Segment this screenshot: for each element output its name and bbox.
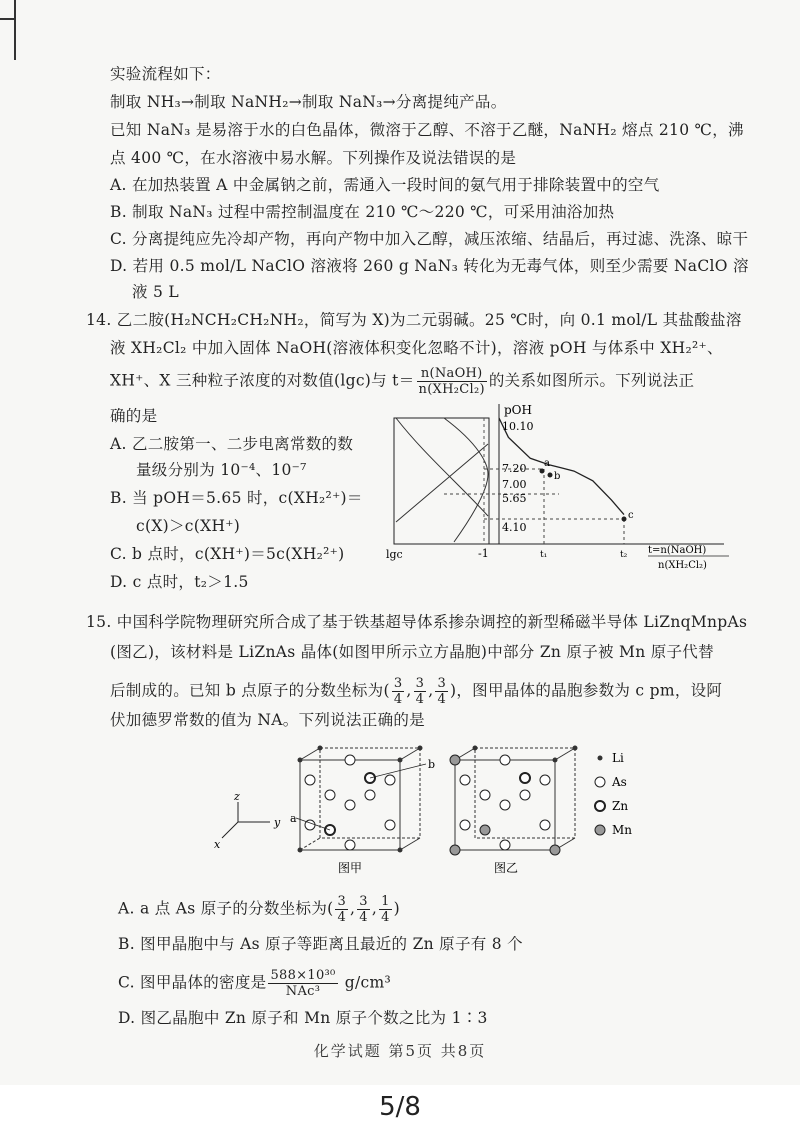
- fraction-numerator: 3: [393, 676, 403, 691]
- q14-option-b: B. 当 pOH＝5.65 时，c(XH₂²⁺)＝: [110, 489, 363, 507]
- x-tick-t2: t₂: [620, 550, 628, 560]
- q14-stem-part: 的关系如图所示。下列说法正: [488, 371, 695, 390]
- coord-fraction: [392, 676, 405, 707]
- q14-stem: [110, 366, 694, 397]
- atom: [500, 755, 510, 765]
- point-b-label: b: [554, 471, 561, 482]
- coord-fraction: [357, 894, 370, 925]
- fraction-denominator: 4: [437, 692, 447, 707]
- x-label: x: [214, 838, 221, 851]
- atom-li: [573, 746, 578, 751]
- atom-mn: [450, 845, 460, 855]
- q15-stem: 伏加德罗常数的值为 NA。下列说法正确的是: [110, 711, 425, 729]
- q14-option-a: 量级分别为 10⁻⁴、10⁻⁷: [136, 461, 307, 479]
- coord-fraction: [414, 676, 427, 707]
- q14-option-b: c(X)＞c(XH⁺): [136, 517, 241, 535]
- label-pointer-b: [370, 764, 426, 778]
- x-label-lgc: lgc: [386, 548, 403, 561]
- point-c-marker: [622, 517, 627, 522]
- fraction-denominator: 4: [337, 910, 347, 925]
- fraction-numerator: 3: [337, 894, 347, 909]
- option-a-suffix: ): [393, 899, 401, 918]
- fraction-numerator: n(NaOH): [417, 366, 487, 382]
- figure-caption-jia: 图甲: [338, 861, 363, 875]
- legend-label-mn: Mn: [612, 823, 633, 837]
- legend: [595, 751, 632, 837]
- option-a-prefix: A. a 点 As 原子的分数坐标为(: [118, 899, 334, 918]
- atom-li: [398, 758, 403, 763]
- atom-li: [553, 758, 558, 763]
- atom: [305, 775, 315, 785]
- q14-option-d: D. c 点时，t₂＞1.5: [110, 573, 249, 591]
- option-a: A. 在加热装置 A 中金属钠之前，需通入一段时间的氨气用于排除装置中的空气: [110, 176, 660, 194]
- text-line: 液 5 L: [132, 283, 180, 301]
- coord-fraction: [335, 894, 348, 925]
- x-label-t-den: n(XH₂Cl₂): [658, 560, 707, 571]
- q15-stem: 后制成的。已知 b 点原子的分数坐标为( $\frac{3}{4}$ , $\frac{3}{4}$ , $\frac{3}{4}$ )，图甲晶体的晶胞参数为 c pm，设阿: [110, 676, 723, 707]
- atom-li: [298, 848, 303, 853]
- option-c-unit: g/cm³: [344, 973, 392, 992]
- y-tick: 7.00: [502, 478, 527, 491]
- cube-edge: [555, 748, 575, 760]
- atom: [540, 820, 550, 830]
- q15-stem: (图乙)，该材料是 LiZnAs 晶体(如图甲所示立方晶胞)中部分 Zn 原子被 Mn 原子代替: [110, 643, 714, 661]
- option-b: B. 制取 NaN₃ 过程中需控制温度在 210 ℃～220 ℃，可采用油浴加热: [110, 203, 615, 221]
- q15-stem-part: )，图甲晶体的晶胞参数为 c pm，设阿: [450, 681, 723, 700]
- atom-mn: [480, 825, 490, 835]
- text-line: 点 400 ℃，在水溶液中易水解。下列操作及说法错误的是: [110, 149, 517, 167]
- species-curve-xh2: [396, 418, 488, 516]
- atom: [345, 755, 355, 765]
- atom-li: [418, 746, 423, 751]
- atom: [325, 790, 335, 800]
- atom: [365, 790, 375, 800]
- y-tick: 10.10: [502, 420, 534, 433]
- atom-li: [398, 848, 403, 853]
- atom: [385, 775, 395, 785]
- text-line: 制取 NH₃→制取 NaNH₂→制取 NaN₃→分离提纯产品。: [110, 93, 507, 111]
- cube-edge: [400, 748, 420, 760]
- density-fraction: [268, 968, 337, 999]
- q14-option-a: A. 乙二胺第一、二步电离常数的数: [110, 435, 354, 453]
- y-tick: 5.65: [502, 492, 527, 505]
- fraction-numerator: 3: [359, 894, 368, 909]
- q15-option-c: [118, 968, 391, 999]
- t-fraction: [417, 366, 487, 397]
- figure-caption-yi: 图乙: [494, 861, 519, 875]
- q15-stem-part: 后制成的。已知 b 点原子的分数坐标为(: [110, 681, 390, 700]
- crystal-figures: [200, 740, 680, 880]
- y-tick: 4.10: [502, 521, 527, 534]
- fraction-denominator: NAc³: [285, 984, 321, 999]
- legend-swatch-as: [595, 777, 605, 787]
- legend-label-zn: Zn: [612, 799, 629, 813]
- legend-swatch-mn: [595, 825, 605, 835]
- point-a-label: a: [544, 458, 550, 469]
- x-tick-minus1: -1: [478, 547, 489, 560]
- atom: [385, 820, 395, 830]
- text-line: 实验流程如下：: [110, 65, 221, 83]
- atom: [520, 790, 530, 800]
- species-curve-xh: [444, 418, 488, 542]
- q14-stem: 14. 乙二胺(H₂NCH₂CH₂NH₂，简写为 X)为二元弱碱。25 ℃时，向 0.1 mol/L 其盐酸盐溶: [86, 311, 742, 329]
- page-footer: 化学试题 第5页 共8页: [313, 1042, 487, 1060]
- atom-li: [318, 746, 323, 751]
- atom-li: [298, 758, 303, 763]
- legend-swatch-li: [598, 756, 603, 761]
- legend-label-as: As: [612, 775, 627, 789]
- atom-li: [473, 746, 478, 751]
- cube-edge: [400, 838, 420, 850]
- atom: [345, 840, 355, 850]
- label-a: a: [290, 812, 297, 825]
- q14-option-c: C. b 点时，c(XH⁺)＝5c(XH₂²⁺): [110, 545, 345, 563]
- x-axis: [222, 822, 238, 838]
- atom: [500, 800, 510, 810]
- point-b-marker: [548, 473, 553, 478]
- q15-option-a: A. a 点 As 原子的分数坐标为( $\frac{3}{4}$ , $\frac{3}{4}$ , $\frac{1}{4}$ ): [118, 894, 401, 925]
- q14-stem-part: XH⁺、X 三种粒子浓度的对数值(lgc)与 t＝: [110, 371, 415, 390]
- atom: [345, 800, 355, 810]
- margin-mark: [14, 0, 16, 60]
- legend-label-li: Li: [612, 751, 624, 765]
- x-tick-t1: t₁: [540, 550, 548, 560]
- y-axis-label: pOH: [504, 404, 532, 417]
- q15-stem: 15. 中国科学院物理研究所合成了基于铁基超导体系掺杂调控的新型稀磁半导体 LiZnqMnpAs: [86, 613, 748, 631]
- fraction-denominator: 4: [359, 910, 368, 925]
- fraction-numerator: 1: [381, 894, 390, 909]
- axes-icon: [214, 790, 281, 851]
- option-c: C. 分离提纯应先冷却产物，再向产物中加入乙醇，减压浓缩、结晶后，再过滤、洗涤、晾干: [110, 230, 749, 248]
- label-b: b: [428, 758, 436, 771]
- lgc-panel-frame: [394, 418, 489, 544]
- y-tick: 7.20: [502, 462, 527, 475]
- atom-zn: [520, 773, 530, 783]
- page-number: 5/8: [379, 1092, 421, 1122]
- atom-mn: [550, 845, 560, 855]
- atom: [480, 790, 490, 800]
- option-c-prefix: C. 图甲晶体的密度是: [118, 973, 267, 992]
- fraction-denominator: 4: [415, 692, 425, 707]
- text-line: 已知 NaN₃ 是易溶于水的白色晶体，微溶于乙醇、不溶于乙醚，NaNH₂ 熔点 210 ℃，沸: [110, 121, 744, 139]
- point-c-label: c: [628, 510, 634, 521]
- fraction-numerator: 3: [415, 676, 425, 691]
- fraction-denominator: n(XH₂Cl₂): [418, 382, 485, 397]
- q15-option-d: D. 图乙晶胞中 Zn 原子和 Mn 原子个数之比为 1∶3: [118, 1009, 488, 1027]
- q14-stem: 确的是: [110, 407, 158, 425]
- cell-jia: [290, 746, 435, 853]
- fraction-numerator: 3: [437, 676, 447, 691]
- cube-edge: [300, 748, 320, 760]
- coord-fraction: [435, 676, 448, 707]
- fraction-denominator: 4: [393, 692, 403, 707]
- legend-swatch-zn: [595, 801, 605, 811]
- atom: [460, 820, 470, 830]
- atom: [500, 840, 510, 850]
- point-a-marker: [540, 469, 545, 474]
- fraction-denominator: 4: [381, 910, 390, 925]
- z-label: z: [234, 790, 240, 803]
- atom: [460, 775, 470, 785]
- poh-chart: [384, 404, 734, 574]
- cell-yi: [450, 746, 578, 856]
- coord-fraction: [379, 894, 392, 925]
- atom-mn: [450, 755, 460, 765]
- option-d: D. 若用 0.5 mol/L NaClO 溶液将 260 g NaN₃ 转化为无毒气体，则至少需要 NaClO 溶: [110, 257, 749, 275]
- fraction-numerator: 588×10³⁰: [270, 968, 336, 983]
- y-label: y: [274, 816, 281, 829]
- margin-mark: [0, 18, 16, 20]
- cube-edge: [300, 838, 320, 850]
- q15-option-b: B. 图甲晶胞中与 As 原子等距离且最近的 Zn 原子有 8 个: [118, 935, 523, 953]
- atom: [540, 775, 550, 785]
- x-label-t-num: t=n(NaOH): [648, 545, 707, 556]
- q14-stem: 液 XH₂Cl₂ 中加入固体 NaOH(溶液体积变化忽略不计)，溶液 pOH 与体系中 XH₂²⁺、: [110, 339, 723, 357]
